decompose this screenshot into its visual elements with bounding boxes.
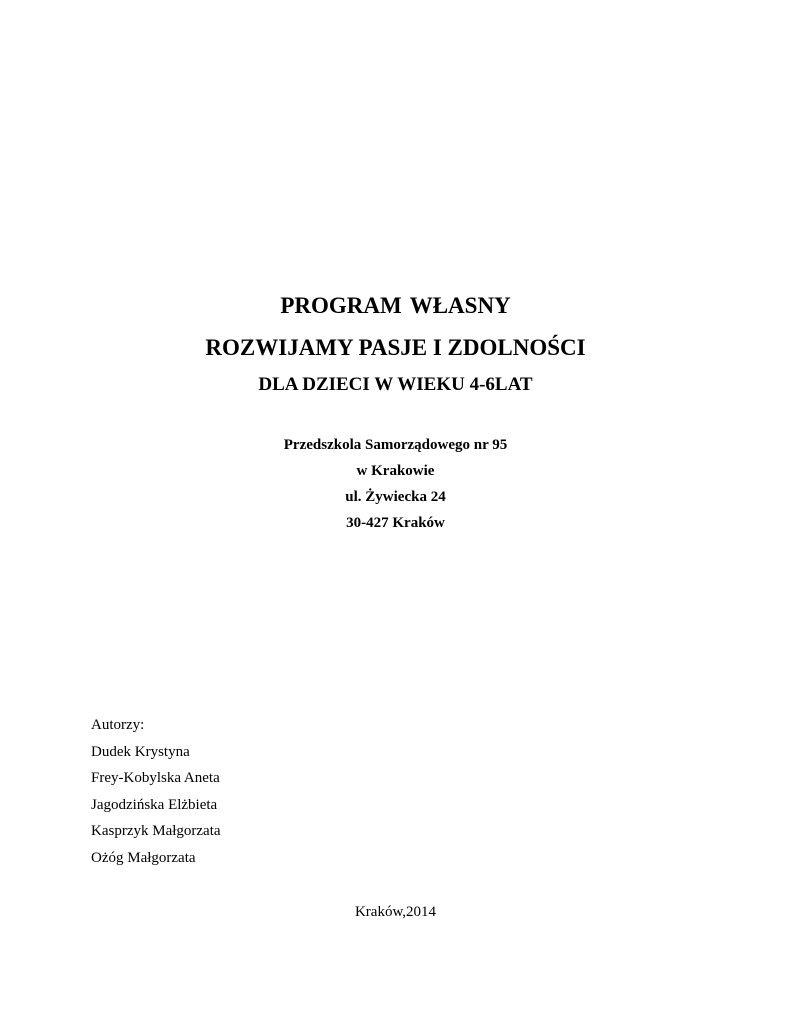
program-age-group: DLA DZIECI W WIEKU 4-6LAT [258, 374, 533, 395]
author-name: Frey-Kobylska Aneta [91, 770, 220, 786]
authors-heading: Autorzy: [91, 717, 145, 733]
program-title-word-1: PROGRAM [280, 293, 402, 318]
place-and-year: Kraków,2014 [354, 904, 437, 920]
author-name: Jagodzińska Elżbieta [91, 796, 218, 813]
institution-address [0, 435, 791, 539]
author-name: Dudek Krystyna [91, 743, 190, 760]
authors-list [91, 715, 221, 874]
program-subtitle: ROZWIJAMY PASJE I ZDOLNOŚCI [205, 335, 586, 360]
institution-postal: 30-427 Kraków [346, 515, 445, 531]
institution-city: w Krakowie [356, 463, 435, 479]
author-name: Kasprzyk Małgorzata [91, 823, 221, 839]
institution-name: Przedszkola Samorządowego nr 95 [283, 437, 508, 453]
program-title [0, 292, 791, 320]
author-name: Ożóg Małgorzata [91, 849, 196, 866]
program-title-word-2: WŁASNY [409, 293, 511, 318]
institution-street: ul. Żywiecka 24 [345, 489, 446, 505]
